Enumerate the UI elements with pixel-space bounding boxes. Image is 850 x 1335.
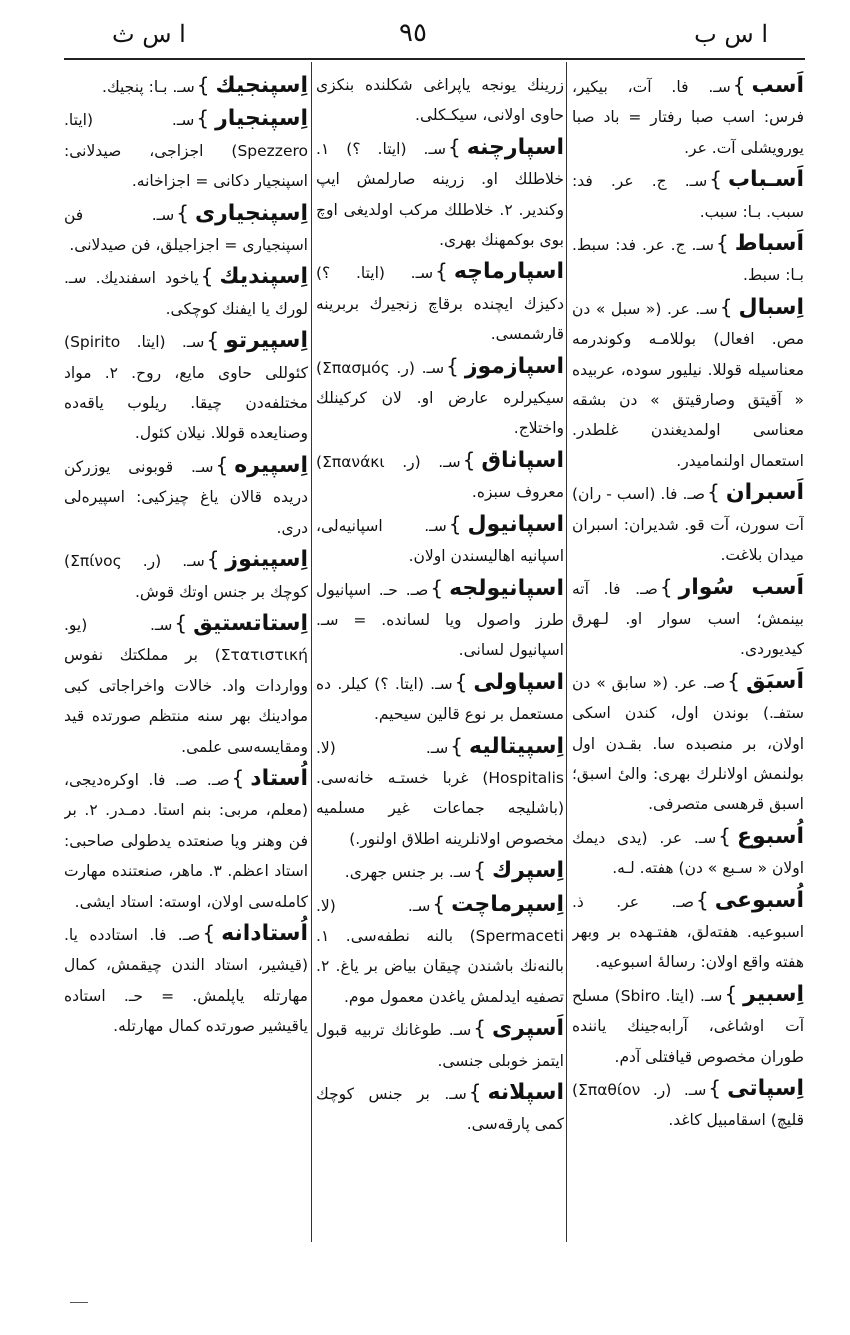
brace-mark: }	[206, 547, 220, 572]
entry-definition: سـ. عر. (یدی دیمك اولان « سـبع » دن) هفته. لـه.	[572, 828, 804, 878]
brace-mark: }	[708, 1076, 722, 1100]
brace-mark: }	[435, 259, 448, 284]
dictionary-entry	[64, 261, 308, 324]
entry-headword: اُسبوع	[737, 823, 804, 849]
entry-definition: صـ. عر. ذ. اسبوعیه. هفته‌لق، هفتـهده بر وبهر هفته واقع اولان: رسالهٔ اسبوعیه.	[572, 892, 804, 972]
entry-definition: سـ. (ایتا. Spirito) کئوللی حاوی مایع، روح. ۲. مواد مختلفه‌دن چیقا. ریلوب یاقه‌ده وصنایعده قوللا. نیلان کئول.	[64, 333, 308, 443]
brace-mark: }	[176, 200, 189, 225]
entry-definition: سـ. فا. آت، بیکیر، فرس: اسب صبا رفتار = باد صبا یورویشلی آت. عر.	[572, 78, 804, 157]
entry-definition: سـ. بر جنس کوچك کمی پارقه‌سی.	[316, 1085, 564, 1134]
dictionary-entry	[572, 228, 804, 291]
footer-mark	[70, 1302, 88, 1303]
dictionary-entry	[572, 979, 804, 1072]
entry-headword: اِسپیتالیه	[469, 733, 564, 759]
dictionary-entry	[64, 198, 308, 261]
entry-definition: سـ. (ر. Σπίνος) کوچك بر جنس اوتك قوش.	[64, 552, 308, 601]
entry-definition: صـ. فا. (اسب - ران) آت سورن، آت قو. شدیران: اسبران میدان بلاغت.	[572, 485, 804, 565]
entry-headword: اسپاناق	[481, 447, 564, 473]
entry-definition: سـ. طوغانك تربیه قبول ایتمز خوبلی جنسی.	[316, 1021, 564, 1070]
entry-definition: صـ. عر. (« سابق » دن ستفـ.) بوندن اول، کندن اسکی اولان، بر منصبده سا. بقـدن اول بولنمش اولانلرك بهری: والیٔ اسبق؛ اسبق قرهسی متصرفی.	[572, 673, 804, 814]
entry-headword: اِسپیره	[234, 452, 308, 478]
entry-headword: اسپانیول	[467, 511, 564, 537]
dictionary-entry	[316, 445, 564, 508]
entry-definition: سـ. فن اسپنجیاری = اجزاجیلق، فن صیدلانی.	[64, 205, 308, 255]
brace-mark: }	[206, 328, 220, 353]
page-number: ٩٥	[399, 18, 427, 48]
dictionary-entry	[316, 256, 564, 349]
entry-definition: سـ. (یو. Στατιστική) بر مملکتك نفوس وواردات واد. خالات واخراجاتی کبی موادینك بهر سنه منتظم صورتده قید ومقایسه‌سی علمی.	[64, 615, 308, 756]
right-guide-letters: ا س ب	[694, 20, 768, 48]
entry-definition: سـ. اسپانیه‌لی، اسپانیه اهالیسندن اولان.	[316, 516, 564, 566]
brace-mark: }	[473, 858, 486, 883]
dictionary-entry	[64, 103, 308, 196]
entry-headword: اسپاولی	[473, 669, 564, 695]
brace-mark: }	[430, 575, 444, 600]
entry-definition: سـ. (لا. Hospitalis) غربا خستـه خانه‌سی. (باشلیجه جماعات غیر مسلمیه مخصوص اولانلرینه اطلاق اولنور.)	[316, 738, 564, 848]
dictionary-entry	[316, 573, 564, 666]
entry-definition: سـ. (ایتا. ؟) دکیزك ایچنده برقاچ زنجیرك بربرینه قارشمسی.	[316, 264, 564, 344]
entry-definition: صـ. فا. آته بینمش؛ اسب سوار او. لـهرق کیدیوردی.	[572, 579, 804, 659]
dictionary-entry	[572, 1073, 804, 1136]
brace-mark: }	[446, 353, 459, 378]
entry-headword: اِسبیر	[743, 981, 804, 1007]
entry-headword: اُسبوعی	[714, 887, 804, 913]
brace-mark: }	[202, 920, 216, 945]
brace-mark: }	[196, 106, 210, 131]
entry-definition: یاخود اسفندیك. سـ. لورك یا ایفنك کوچکی.	[64, 269, 308, 318]
entry-headword: اسپارچنه	[466, 134, 564, 160]
entry-definition: سـ. (ایتا. Spezzero) اجزاجی، صیدلانی: اسپنجیار دکانی = اجزاخانه.	[64, 111, 308, 191]
column-middle	[316, 70, 564, 1245]
entry-definition: سـ. ج. عر. فد: سبب. بـا: سبب.	[572, 172, 804, 221]
entry-headword: اُستادانه	[221, 920, 308, 946]
dictionary-entry	[64, 763, 308, 917]
dictionary-entry	[64, 70, 308, 102]
left-guide-letters: ا س ث	[112, 20, 186, 48]
entry-headword: اُستاد	[250, 765, 308, 791]
dictionary-entry	[572, 70, 804, 163]
dictionary-entry	[316, 1013, 564, 1076]
dictionary-entry	[64, 450, 308, 543]
dictionary-entry	[572, 885, 804, 978]
brace-mark: }	[174, 610, 188, 635]
brace-mark: }	[719, 294, 733, 319]
dictionary-entry	[64, 544, 308, 607]
entry-definition: سـ. قوبونی یوزرکن دریده قالان یاغ چیزکیی: اسپیره‌لی دری.	[64, 457, 308, 537]
brace-mark: }	[450, 733, 464, 758]
entry-definition: سـ. بر جنس جهری.	[344, 863, 472, 882]
entry-definition: سـ. (ر. Σπαθίον) قلیچ) اسقامبیل کاغد.	[572, 1081, 804, 1130]
dictionary-entry	[64, 918, 308, 1042]
entry-headword: اسپارماچه	[453, 259, 564, 285]
entry-definition: صـ. فا. استادده یا. (قیشیر، استاد الندن چیقمش، کمال مهارتله یاپلمش. = حـ. استاده یاقیشیر صورتده کمال مهارتله.	[64, 925, 308, 1036]
brace-mark: }	[432, 891, 446, 916]
entry-headword: اِسپیرتو	[225, 328, 308, 354]
entry-definition: سـ. ج. عر. فد: سبط. بـا: سبط.	[572, 236, 804, 285]
entry-definition: سـ. (لا. Spermaceti) بالنه نطفه‌سی. ۱. بالنه‌نك باشندن چیقان بیاض بر یاغ. ۲. تصفیه ایدلمش یاغدن معمول موم.	[316, 896, 564, 1006]
brace-mark: }	[724, 981, 738, 1006]
dictionary-entry	[316, 132, 564, 256]
dictionary-entry	[316, 509, 564, 572]
entry-definition: سـ. (ر. Σπασμός) سیکیرلره عارض او. لان کرکینلك واختلاج.	[316, 358, 564, 438]
dictionary-entry	[316, 351, 564, 444]
dictionary-entry	[572, 477, 804, 570]
brace-mark: }	[659, 574, 673, 599]
brace-mark: }	[215, 452, 229, 477]
brace-mark: }	[454, 669, 468, 694]
brace-mark: }	[707, 480, 720, 505]
entry-headword: اِسپرماچت	[451, 891, 564, 917]
entry-headword: اِسپاتی	[727, 1076, 804, 1101]
brace-mark: }	[732, 73, 746, 97]
entry-headword: اِستاتستیق	[193, 610, 308, 636]
dictionary-entry	[572, 821, 804, 884]
entry-headword: اسپازموز	[464, 353, 564, 379]
brace-mark: }	[727, 668, 740, 693]
brace-mark: }	[448, 134, 461, 159]
entry-headword: اَسب سُوار	[678, 574, 804, 600]
column-divider-left	[311, 62, 312, 1242]
dictionary-entry	[572, 572, 804, 665]
brace-mark: }	[468, 1080, 482, 1104]
entry-definition: صـ. حـ. اسپانیول طرز واصول ویا لسانده. = سـ. اسپانیول لسانی.	[316, 580, 564, 660]
entry-headword: اَسباط	[734, 231, 804, 257]
brace-mark: }	[448, 511, 462, 536]
entry-definition: صـ. صـ. فا. اوکره‌دیجی، (معلم، مربی: بنم استا. دمـدر. ۲. بر فن وهنر ویا صنعتده یدطولی صاحبی: استاد اعظم. ۳. ماهر، صنعتنده مهارت کامله‌سی اولان، اوسته: استاد ایشی.	[64, 770, 308, 911]
brace-mark: }	[718, 823, 732, 848]
page-header	[64, 18, 804, 52]
dictionary-entry	[64, 608, 308, 762]
dictionary-entry	[572, 666, 804, 820]
entry-headword: اِسپنجیك	[215, 73, 308, 98]
brace-mark: }	[473, 1016, 486, 1041]
brace-mark: }	[231, 765, 245, 790]
brace-mark: }	[462, 447, 476, 472]
brace-mark: }	[696, 887, 709, 912]
dictionary-entry	[316, 1077, 564, 1140]
entry-headword: اسپانیولجه	[449, 575, 564, 601]
entry-definition: سـ. بـا: پنجیك.	[102, 78, 195, 96]
dictionary-entry	[64, 325, 308, 449]
column-divider-right	[566, 62, 567, 1242]
brace-mark: }	[709, 167, 722, 192]
dictionary-entry	[316, 70, 564, 131]
dictionary-entry	[572, 292, 804, 476]
dictionary-entry	[316, 855, 564, 887]
entry-headword: اَسبَق	[746, 668, 804, 694]
entry-headword: اِسپینوز	[225, 547, 308, 573]
dictionary-entry	[316, 731, 564, 855]
entry-headword: اِسبال	[738, 294, 804, 320]
brace-mark: }	[716, 231, 729, 256]
brace-mark: }	[196, 73, 210, 97]
entry-headword: اِسپنجیار	[215, 106, 308, 132]
column-left	[64, 70, 308, 1245]
entry-headword: اَسب	[751, 73, 804, 98]
entry-definition: سـ. (ر. Σπανάκι) معروف سبزه.	[316, 452, 564, 502]
entry-definition: سـ. عر. (« سبل » دن مص. افعال) بوللامـه وکوندرمه معناسیله قوللا. نیلیور سوده، عربیده « آقیتق وصارقیتق » دن بشقه معناسی اولمدیغندن غلطدر. استعمال اولنمامیدر.	[572, 299, 804, 470]
brace-mark: }	[200, 264, 214, 289]
entry-definition: سـ. (ایتا. Sbiro) مسلح آت اوشاغی، آرابه‌جینك یاننده طوران مخصوص قیافتلی آدم.	[572, 986, 804, 1066]
header-rule	[64, 58, 805, 60]
dictionary-entry	[572, 164, 804, 227]
entry-headword: اِسپندیك	[219, 264, 308, 290]
column-right	[572, 70, 804, 1245]
dictionary-entry	[316, 889, 564, 1013]
entry-headword: اسپلانه	[487, 1080, 564, 1105]
entry-headword: اِسپرك	[491, 858, 564, 884]
entry-headword: اَسپری	[491, 1016, 564, 1042]
entry-definition: زرینك یونجه یاپراغی شکلنده بنکزی حاوی اولانی، سیکـکلی.	[316, 76, 564, 125]
entry-headword: اَسبران	[725, 480, 804, 506]
entry-definition: سـ. (ایتا. ؟) ۱. خلاطلك او. زرینه صارلمش ایپ وکندیر. ۲. خلاطلك مرکب اولدیغی اوچ بوی بوکمهنك بهری.	[316, 139, 564, 250]
entry-headword: اِسپنجیاری	[194, 200, 308, 226]
entry-definition: سـ. (ایتا. ؟) کیلر. ده مستعمل بر نوع قالین سیحیم.	[316, 674, 564, 724]
entry-headword: اَسـباب	[727, 167, 804, 193]
dictionary-entry	[316, 667, 564, 730]
